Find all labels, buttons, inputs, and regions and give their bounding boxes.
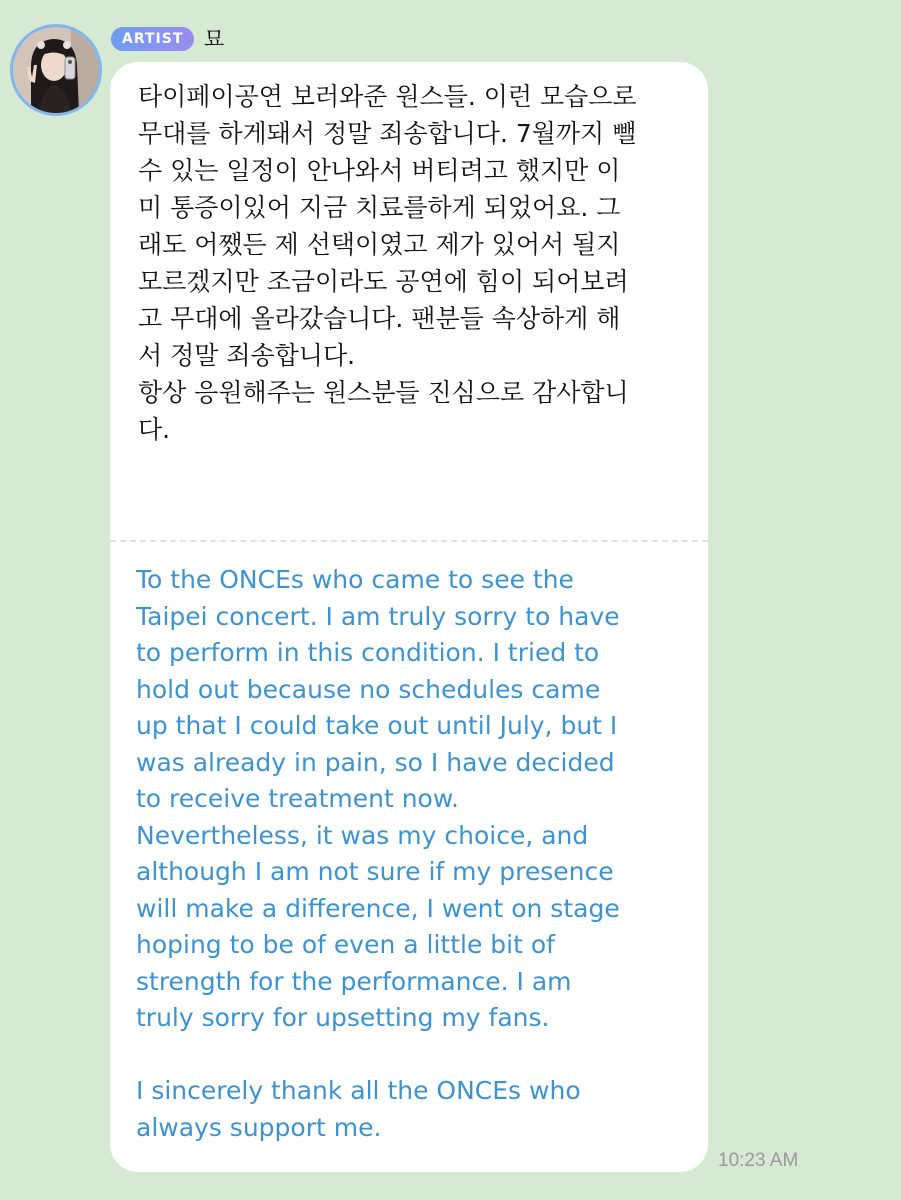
artist-badge: ARTIST xyxy=(111,27,194,51)
translation-divider xyxy=(110,540,708,542)
message-bubble[interactable] xyxy=(110,62,708,1172)
message-timestamp: 10:23 AM xyxy=(718,1150,799,1171)
message-translation-english: To the ONCEs who came to see the Taipei concert. I am truly sorry to have to perform in this condition. I tried to hold out because no schedules came up that I could take out until July, but I was already in pain, so I have decided to receive treatment now. Nevertheless, it was my choice, and although I am not sure if my presence will make a difference, I went on stage hoping to be of even a little bit of strength for the performance. I am truly sorry for upsetting my fans. I sincerely thank all the ONCEs who always support me. xyxy=(136,565,620,1142)
avatar-photo xyxy=(13,27,99,113)
message-text-korean: 타이페이공연 보러와준 원스들. 이런 모습으로 무대를 하게돼서 정말 죄송합니다. 7월까지 뺄 수 있는 일정이 안나와서 버티려고 했지만 이 미 통증이있어 지금 치료를하게 되었어요. 그 래도 어쨌든 제 선택이였고 제가 있어서 될지 모르겠지만 조금이라도 공연에 힘이 되어보려 고 무대에 올라갔습니다. 팬분들 속상하게 해 서 정말 죄송합니다. 항상 응원해주는 원스분들 진심으로 감사합니 다. xyxy=(138,82,637,444)
sender-name[interactable]: 묘 xyxy=(204,27,225,51)
avatar[interactable] xyxy=(10,24,102,116)
